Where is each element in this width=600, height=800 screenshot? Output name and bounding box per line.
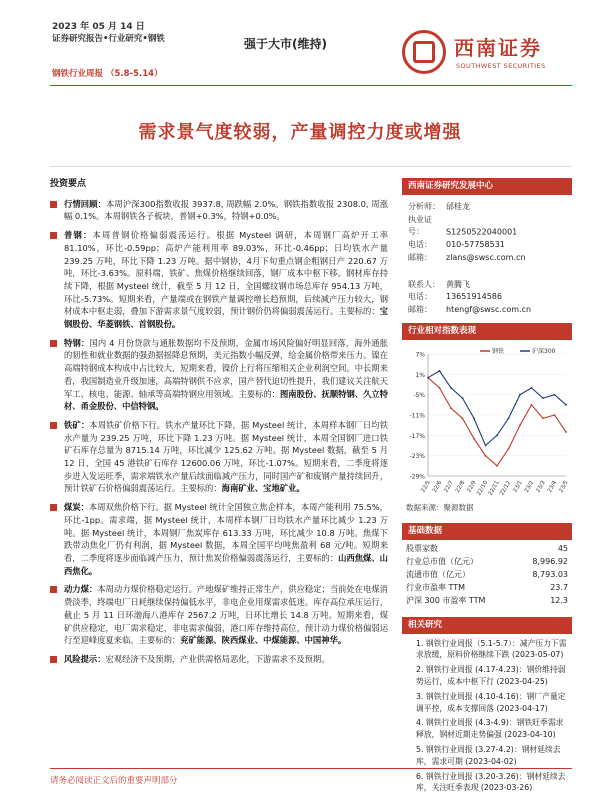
table-row: [402, 568, 572, 581]
analyst-info: [402, 195, 572, 317]
table-row: [402, 594, 572, 607]
row-label: 股票家数: [406, 543, 438, 553]
sidebar: [402, 178, 572, 797]
data-point: [554, 393, 556, 395]
x-tick-label: 23/2: [523, 479, 536, 494]
paragraph-text: 本周双焦价格下行。据 Mysteel 统计全国独立焦企样本，本周产能利用 75.5%，环比-1pp。需求端，据 Mysteel 统计，本周样本钢厂日均铁水产量环比减少 1.23 万吨。据 Mysteel 统计，本周钢厂焦炭库存 613.33 万吨，环比减少 10.8 万吨。焦煤下跌带动焦化厂仍有利润，据 Mysteel 数据，本周全国平均吨焦盈利 68 元/吨。短期来看，二季度将逐步面临减产压力，预计焦炭价格偏弱震荡运行，主要标的：: [64, 502, 388, 563]
paragraph-picks: 兖矿能源、陕西煤业、中煤能源、中国神华。: [180, 635, 347, 646]
header-divider: [50, 85, 572, 86]
data-point: [496, 434, 498, 436]
row-label: 行业市盈率 TTM: [406, 582, 466, 592]
analyst-email[interactable]: zlans@swsc.com.cn: [446, 252, 526, 262]
summary-paragraph: [50, 501, 388, 577]
industry-rating: 强于大市(维持): [244, 37, 327, 51]
square-bullet-icon: [50, 504, 57, 511]
row-label: 流通市值（亿元）: [406, 569, 470, 579]
analyst-phone: 010-57758531: [446, 240, 505, 250]
summary-paragraph: [50, 229, 388, 331]
x-tick-label: 22/11: [487, 479, 501, 497]
series-line-steel: [428, 377, 566, 465]
x-tick-label: 22/12: [499, 479, 513, 497]
related-report-link[interactable]: 3. 钢铁行业周报 (4.10-4.16)：钢厂产量定调平控，成本支撑回落 (2023-04-17): [416, 691, 566, 713]
contact-role-label: 联系人：: [408, 279, 440, 289]
summary-paragraph: [50, 653, 388, 666]
y-tick-label: -17%: [409, 432, 425, 440]
paragraph-lead: 特钢：: [64, 337, 90, 348]
data-point: [473, 437, 475, 439]
paragraph-text: 国内 4 月份贷款与通胀数据均不及预期，金属市场风险偏好明显回落，海外通胀的韧性和就业数据的强劲据摇降息预期，美元指数小幅反弹，给金属价格带来压力。镍在高端特钢成本构成中占比较大，短期来看，镍价上行将压缩相关企业利润空间。中长期来看，我国制造业升级加速，高端特钢供不应求，国产替代迫切性提升，我们建议关注航天军工、核电、能源、轴承等高端特钢应用领域。主要标的：: [64, 337, 388, 399]
data-point: [508, 448, 510, 450]
data-point: [462, 397, 464, 399]
paragraph-lead: 动力煤：: [64, 584, 98, 595]
x-tick-label: 22/7: [443, 479, 455, 494]
data-point: [542, 417, 544, 419]
x-tick-label: 23/5: [558, 479, 570, 494]
logo-mark-icon: [402, 30, 446, 74]
report-series: 钢铁行业周报 （5.8-5.14）: [52, 69, 163, 79]
summary-paragraph: [50, 198, 388, 223]
performance-section: [402, 323, 572, 513]
paragraph-picks: 图南股份、抚顺特钢、久立特材、甬金股份、中信特钢。: [64, 388, 388, 412]
paragraph-text: 本周沪深300指数收报 3937.8, 周跌幅 2.0%。钢铁指数收报 2308.0, 周涨幅 0.1%。本周钢铁各子板块，普钢+0.3%，特钢+0.0%。: [64, 198, 388, 222]
title-divider: [50, 166, 572, 167]
square-bullet-icon: [50, 201, 57, 208]
report-date: 2023 年 05 月 14 日: [52, 22, 145, 32]
y-tick-label: 7%: [415, 351, 425, 359]
related-report-link[interactable]: 2. 钢铁行业周报 (4.17-4.23)：钢价维持弱势运行，成本中枢下行 (2023-04-25): [416, 665, 566, 687]
report-title: 需求景气度较弱，产量调控力度或增强: [138, 122, 462, 143]
x-tick-label: 23/3: [535, 479, 547, 494]
basic-heading: 基础数据: [402, 523, 572, 540]
data-point: [565, 404, 567, 406]
square-bullet-icon: [50, 656, 57, 663]
contact-phone-label: 电话：: [408, 292, 432, 302]
data-point: [450, 387, 452, 389]
y-tick-label: -5%: [413, 391, 425, 399]
square-bullet-icon: [50, 340, 57, 347]
table-row: [402, 555, 572, 568]
data-point: [542, 397, 544, 399]
square-bullet-icon: [50, 422, 57, 429]
paragraph-text: 宏观经济不及预期，产业供需格局恶化，下游需求不及预期。: [105, 653, 330, 664]
main-summary: [50, 178, 388, 672]
row-value: 8,793.03: [532, 569, 568, 579]
x-tick-label: 23/1: [512, 479, 524, 494]
footer-disclaimer: 请务必阅读正文后的重要声明部分: [50, 776, 178, 786]
contact-name: 黄腾飞: [446, 279, 470, 289]
summary-paragraph: [50, 419, 388, 495]
table-row: [402, 581, 572, 594]
footer-divider: [50, 768, 572, 769]
row-label: 行业总市值（亿元）: [406, 556, 478, 566]
contact-email[interactable]: htengf@swsc.com.cn: [446, 304, 532, 314]
paragraph-text: 本周普钢价格偏弱震荡运行。根据 Mysteel 调研，本周钢厂高炉开工率 81.10%，环比-0.59pp；高炉产能利用率 89.03%，环比-0.46pp；日均铁水产量 239.25 万吨，环比下降 1.23 万吨。据中钢协，4月下旬重点钢企粗钢日产 220.67 万吨，环比-3.63%。原料端，铁矿、焦煤价格继续回落，钢厂成本中枢下移。钢材库存持续下降，根据 Mysteel 统计，截至 5 月 12 日，全国螺纹钢市场总库存 954.13 万吨，环比-5.73%。短期来看，产量端或在钢铁产量调控增长趋预期，后续减产压力较大，钢材成本中枢走弱，叠加下游需求景气度较弱，预计钢价仍将偏弱震荡运行。主要标的：: [64, 230, 388, 317]
paragraph-lead: 普钢：: [64, 230, 93, 241]
x-tick-label: 22/5: [420, 479, 432, 494]
square-bullet-icon: [50, 232, 57, 239]
paragraph-picks: 山西焦煤、山西焦化。: [64, 552, 388, 576]
data-point: [439, 370, 441, 372]
y-tick-label: -11%: [409, 412, 425, 420]
row-value: 45: [557, 543, 568, 553]
logo-en-text: SOUTHWEST SECURITIES: [456, 62, 546, 70]
analyst-phone-label: 电话：: [408, 240, 432, 250]
data-point: [519, 393, 521, 395]
related-heading: 相关研究: [402, 617, 572, 634]
data-point: [473, 417, 475, 419]
analyst-role-label: 分析师：: [408, 202, 440, 211]
legend-label: 沪深300: [532, 347, 556, 355]
related-list: [402, 634, 572, 795]
analyst-name: 邰桂龙: [446, 202, 470, 211]
data-point: [519, 424, 521, 426]
logo-cn-text: 西南证券: [454, 36, 542, 60]
paragraph-lead: 风险提示：: [64, 653, 106, 664]
basic-data-section: [402, 523, 572, 607]
report-category: 证券研究报告•行业研究•钢铁: [52, 34, 165, 44]
data-point: [485, 454, 487, 456]
performance-chart-svg: [402, 344, 572, 502]
x-tick-label: 23/4: [546, 479, 559, 494]
x-tick-label: 22/6: [431, 479, 444, 494]
analyst-email-label: 邮箱：: [408, 252, 432, 262]
square-bullet-icon: [50, 586, 57, 593]
paragraph-text: 本周铁矿价格下行。铁水产量环比下降，据 Mysteel 统计，本周样本钢厂日均铁水产量为 239.25 万吨，环比下降 1.23 万吨。据 Mysteel 统计，本周全国钢厂进口铁矿石库存总量为 8715.14 万吨，环比减少 125.62 万吨。据 Mysteel 数据，截至 5 月 12 日，全国 45 港铁矿石库存 12600.06 万吨，环比-1.07%。短期来看，二季度将逐步进入发运旺季，需求端铁水产量后续面临减产压力，同时国产矿和废钢产量持续回升，预计铁矿石价格偏弱震荡运行。主要标的：: [64, 419, 388, 494]
basic-data-table: [402, 542, 572, 607]
summary-heading: 投资要点: [50, 179, 87, 189]
data-point: [496, 465, 498, 467]
data-point: [439, 387, 441, 389]
data-point: [508, 417, 510, 419]
related-report-link[interactable]: 1. 钢铁行业周报（5.1-5.7）：减产压力下需求放缓，原料价格继续下跌 (2023-05-07): [416, 638, 567, 660]
perf-heading: 行业相对指数表现: [402, 323, 572, 340]
related-report-link[interactable]: 4. 钢铁行业周报 (4.3-4.9)：钢铁旺季需求释放，钢材近期走势偏强 (2023-04-10): [416, 718, 564, 740]
summary-paragraph: [50, 583, 388, 647]
paragraph-lead: 铁矿：: [64, 419, 90, 430]
row-label: 沪深 300 市盈率 TTM: [406, 595, 486, 605]
data-point: [554, 414, 556, 416]
chart-source: 数据来源：聚源数据: [406, 502, 474, 512]
paragraph-picks: 海南矿业、宝地矿业。: [221, 483, 305, 494]
table-row: [402, 542, 572, 555]
data-point: [531, 404, 533, 406]
y-tick-label: 1%: [415, 371, 425, 379]
contact-phone: 13651914586: [446, 292, 502, 302]
related-report-link[interactable]: 5. 钢铁行业周报 (3.27-4.2)：钢材延续去库，需求可期 (2023-04-02): [416, 745, 561, 766]
company-logo: [402, 30, 572, 78]
data-point: [485, 444, 487, 446]
row-value: 8,996.92: [532, 556, 568, 566]
contact-email-label: 邮箱：: [408, 304, 432, 314]
summary-paragraph: [50, 337, 388, 413]
row-value: 12.3: [550, 595, 568, 605]
series-line-hs300: [428, 371, 566, 446]
x-tick-label: 22/10: [476, 479, 490, 497]
paragraph-lead: 行情回顾：: [64, 198, 106, 209]
data-point: [450, 407, 452, 409]
paragraph-lead: 煤炭：: [64, 502, 89, 513]
x-tick-label: 22/8: [454, 479, 467, 494]
legend-label: 钢铁: [492, 347, 505, 355]
data-point: [565, 431, 567, 433]
performance-chart: [402, 340, 572, 500]
related-report-link[interactable]: 6. 钢铁行业周报 (3.20-3.26)：钢材延续去库，关注旺季表现 (2023-03-26): [416, 771, 566, 793]
y-tick-label: -29%: [409, 473, 425, 481]
data-point: [462, 417, 464, 419]
row-value: 23.7: [550, 582, 568, 592]
team-heading: 西南证券研究发展中心: [402, 178, 572, 195]
data-point: [427, 376, 429, 378]
data-point: [531, 387, 533, 389]
paragraph-text: 本周动力煤价格稳定运行。产地煤矿维持正常生产，供应稳定；当前处在电煤消费淡季，终端电厂日耗继续保持偏低水平，非电企业用煤需求低迷。库存高位承压运行，截止 5 月 11 日环渤海八港库存 2567.2 万吨，日环比增长 14.8 万吨。短期来看，煤矿供应稳定，电厂需求稳定，非电需求偏弱，港口库存维持高位，预计动力煤价格偏弱运行至迎峰度夏来临。主要标的：: [64, 584, 388, 646]
analyst-cert: S1250522040001: [446, 227, 518, 237]
paragraph-picks: 宝钢股份、华菱钢铁、首钢股份。: [64, 306, 388, 330]
x-tick-label: 22/9: [466, 479, 478, 494]
analyst-cert-label: 执业证号：: [408, 214, 432, 237]
y-tick-label: -23%: [409, 452, 425, 460]
